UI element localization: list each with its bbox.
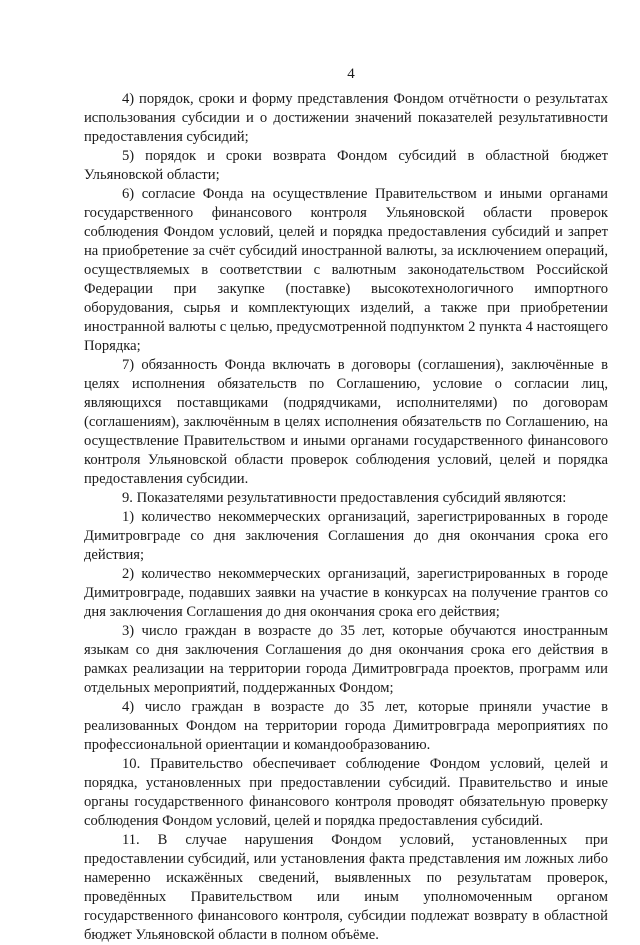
page-number: 4 xyxy=(347,66,355,82)
paragraph-section-11-violation: 11. В случае нарушения Фондом условий, установленных при предоставлении субсидий, или установления факта представления им ложных либо намеренно искажённых сведений, выявленных по результатам проверок, проведённых Правительством или иным уполномоченным органом государственного финансового контроля, субсидии подлежат возврату в областной бюджет Ульяновской области в полном объёме. xyxy=(84,832,608,943)
paragraph-item-5-return: 5) порядок и сроки возврата Фондом субсидий в областной бюджет Ульяновской области; xyxy=(84,148,608,183)
paragraph-indicator-2: 2) количество некоммерческих организаций, зарегистрированных в городе Димитровграде, подавших заявки на участие в конкурсах на получение грантов со дня заключения Соглашения до дня окончания срока его действия; xyxy=(84,566,608,620)
paragraph-indicator-3: 3) число граждан в возрасте до 35 лет, которые обучаются иностранным языкам со дня заключения Соглашения до дня окончания срока его действия в рамках реализации на территории города Димитровграда проектов, программ или отдельных мероприятий, поддержанных Фондом; xyxy=(84,623,608,696)
paragraph-section-9-indicators: 9. Показателями результативности предоставления субсидий являются: xyxy=(122,490,567,506)
document-page xyxy=(84,64,608,945)
paragraph-item-4-reporting: 4) порядок, сроки и форму представления Фондом отчётности о результатах использования субсидии и о достижении значений показателей результативности предоставления субсидий; xyxy=(84,91,608,145)
paragraph-indicator-4: 4) число граждан в возрасте до 35 лет, которые приняли участие в реализованных Фондом на территории города Димитровграда мероприятиях по профессиональной ориентации и командообразованию. xyxy=(84,699,608,753)
paragraph-item-6-consent: 6) согласие Фонда на осуществление Правительством и иными органами государственного финансового контроля Ульяновской области проверок соблюдения Фондом условий, целей и порядка предоставления субсидий и запрет на приобретение за счёт субсидий иностранной валюты, за исключением операций, осуществляемых в соответствии с валютным законодательством Российской Федерации при закупке (поставке) высокотехнологичного импортного оборудования, сырья и комплектующих изделий, а также при приобретении иностранной валюты с целью, предусмотренной подпунктом 2 пункта 4 настоящего Порядка; xyxy=(84,186,608,354)
paragraph-indicator-1: 1) количество некоммерческих организаций, зарегистрированных в городе Димитровграде со дня заключения Соглашения до дня окончания срока его действия; xyxy=(84,509,608,563)
paragraph-item-7-obligation: 7) обязанность Фонда включать в договоры (соглашения), заключённые в целях исполнения обязательств по Соглашению, условие о согласии лиц, являющихся поставщиками (подрядчиками, исполнителями) по договорам (соглашениям), заключённым в целях исполнения обязательств по Соглашению, на осуществление Правительством и иными органами государственного финансового контроля Ульяновской области проверок соблюдения условий, целей и порядка предоставления субсидии. xyxy=(84,357,608,487)
paragraph-section-10-control: 10. Правительство обеспечивает соблюдение Фондом условий, целей и порядка, установленных при предоставлении субсидий. Правительство и иные органы государственного финансового контроля проводят обязательную проверку соблюдения Фондом условий, целей и порядка предоставления субсидий. xyxy=(84,756,608,829)
